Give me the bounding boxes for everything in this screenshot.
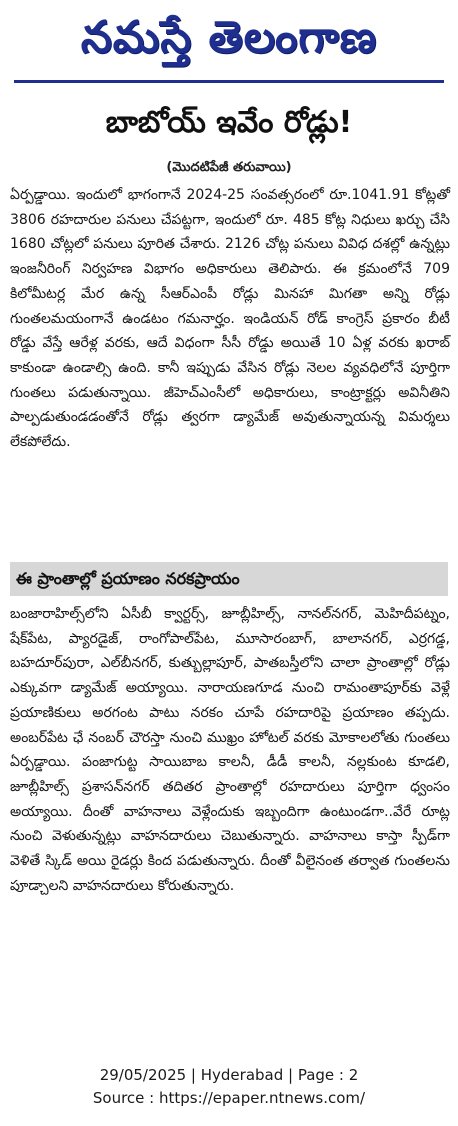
footer-source-line: Source : https://epaper.ntnews.com/ [92,1089,366,1107]
article-subhead: (మొదటిపేజీ తరువాయి) [166,160,292,175]
masthead-title: నమస్తే తెలంగాణ [80,12,378,63]
section-heading-bar [10,562,448,596]
article-headline: బాబోయ్ ఇవేం రోడ్లు! [105,105,353,140]
newspaper-masthead [0,0,458,84]
article-paragraph-1: ఏర్పడ్డాయి. ఇందులో భాగంగానే 2024-25 సంవత్సరంలో రూ.1041.91 కోట్లతో 3806 రహదారుల పనులు చేపట్టగా, ఇందులో రూ. 485 కోట్ల నిధులు ఖర్చు చేసి 1680 చోట్లలో పనులు పూరిత చేశారు. 2126 చోట్ల పనులు వివిధ దశల్లో ఉన్నట్లు ఇంజనీరింగ్ నిర్వహణ విభాగం అధికారులు తెలిపారు. ఈ క్రమంలోనే 709 కిలోమీటర్ల మేర ఉన్న సీఆర్ఎంపీ రోడ్లు మినహా మిగతా అన్ని రోడ్లు గుంతలమయంగానే ఉండటం గమనార్హం. ఇండియన్ రోడ్ కాంగ్రెస్ ప్రకారం బీటీ రోడ్డు వేస్తే ఆరేళ్ల వరకు, ఆదే విధంగా సీసీ రోడ్డు అయితే 10 ఏళ్ల వరకు ఖరాబ్ కాకుండా ఉండాల్సి ఉంది. కానీ ఇప్పుడు వేసిన రోడ్లు నెలల వ్యవధిలోనే పూర్తిగా గుంతలు పడుతున్నాయి. జీహెచ్ఎంసీలో అధికారులు, కాంట్రాక్టర్లు అవినీతిని పాల్పడుతుండడంతోనే రోడ్లు త్వరగా డ్యామేజ్ అవుతున్నాయన్న విమర్శలు లేకపోలేదు. [10,187,450,451]
masthead-divider [14,80,444,83]
footer-date-line: 29/05/2025 | Hyderabad | Page : 2 [99,1066,359,1084]
article-paragraph-2: బంజారాహిల్స్‌లోని ఏసీబీ క్వార్టర్స్, జూబ్లీహిల్స్, నానల్‌నగర్, మెహిదీపట్నం, షేక్‌పేట, ప్యారడైజ్, రాంగోపాల్‌పేట, మూసారంబాగ్, బాలానగర్, ఎర్రగడ్డ, బహదూర్‌పురా, ఎల్‌బీనగర్, కుత్బుల్లాపూర్, పాతబస్తీలోని చాలా ప్రాంతాల్లో రోడ్లు ఎక్కువగా డ్యామేజ్ అయ్యాయి. నారాయణగూడ నుంచి రామంతాపూర్‌కు వెళ్లే ప్రయాణికులు అరగంట పాటు నరకం చూపే రహదారిపై ప్రయాణం తప్పదు. అంబర్‌పేట ఛే నంబర్ చౌరస్తా నుంచి ముఖ్రం హోటల్ వరకు మోకాలలోతు గుంతలు ఏర్పడ్డాయి. పంజాగుట్ట సాయిబాబ కాలనీ, డీడీ కాలనీ, నల్లకుంట కూడలి, జూబ్లీహిల్స్ ప్రశాసన్‌నగర్ తదితర ప్రాంతాల్లో రహదారులు పూర్తిగా ధ్వంసం అయ్యాయి. దీంతో వాహనాలు వెళ్లేందుకు ఇబ్బందిగా ఉంటుండగా..వేరే రూట్ల నుంచి వెళుతున్నట్లు వాహనదారులు చెబుతున్నారు. వాహనాలు కాస్తా స్పీడ్‌గా వెళితే స్కిడ్ అయి రైడర్లు కింద పడుతున్నారు. దీంతో వీలైనంత తర్వాత గుంతలను పూడ్చాలని వాహనదారులు కోరుతున్నారు. [10,606,450,894]
section-heading: ఈ ప్రాంతాల్లో ప్రయాణం నరకప్రాయం [16,569,240,588]
